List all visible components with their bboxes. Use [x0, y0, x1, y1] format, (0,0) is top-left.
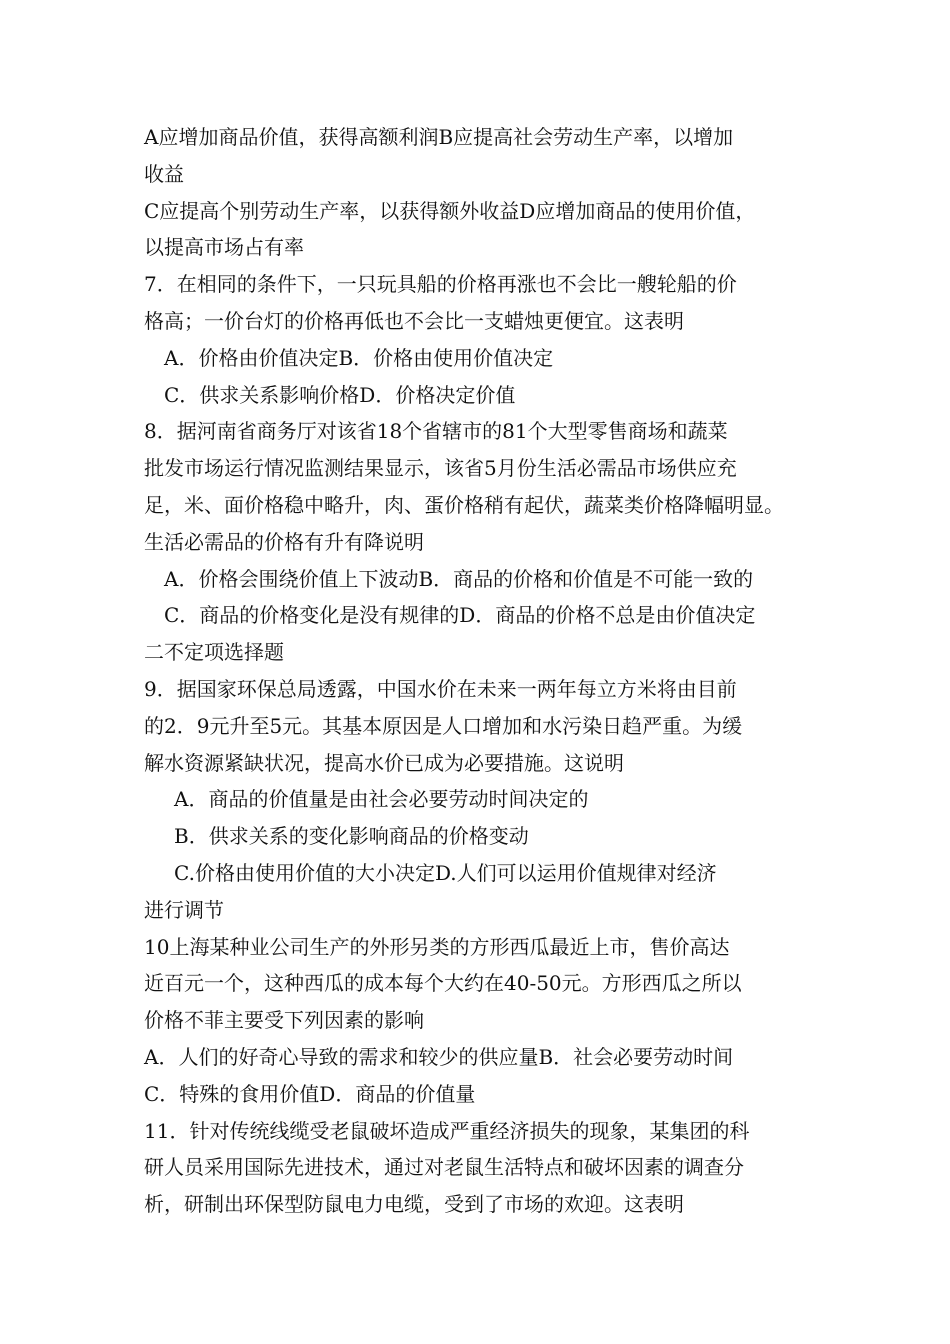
document-text: [144, 119, 824, 1223]
question-9-option-a: A．商品的价值量是由社会必要劳动时间决定的: [174, 787, 589, 812]
text-line: 格高；一价台灯的价格再低也不会比一支蜡烛更便宜。这表明: [144, 308, 684, 333]
text-line: 近百元一个，这种西瓜的成本每个大约在40-50元。方形西瓜之所以: [144, 971, 742, 996]
text-line: 解水资源紧缺状况，提高水价已成为必要措施。这说明: [144, 750, 624, 775]
text-line: 进行调节: [144, 897, 224, 922]
question-9-stem: 9．据国家环保总局透露，中国水价在未来一两年每立方米将由目前: [144, 676, 737, 701]
question-7-options-cd: C．供求关系影响价格D．价格决定价值: [164, 382, 516, 407]
question-8-stem: 8．据河南省商务厅对该省18个省辖市的81个大型零售商场和蔬菜: [144, 419, 728, 444]
text-line: 以提高市场占有率: [144, 235, 304, 260]
text-line: 收益: [144, 161, 184, 186]
text-line: 价格不菲主要受下列因素的影响: [144, 1008, 424, 1033]
text-line: 足，米、面价格稳中略升，肉、蛋价格稍有起伏，蔬菜类价格降幅明显。: [144, 492, 784, 517]
question-8-options-ab: A．价格会围绕价值上下波动B．商品的价格和价值是不可能一致的: [164, 566, 754, 591]
question-7-stem: 7．在相同的条件下，一只玩具船的价格再涨也不会比一艘轮船的价: [144, 272, 737, 297]
text-line: C应提高个别劳动生产率，以获得额外收益D应增加商品的使用价值，: [144, 198, 756, 223]
question-10-stem: 10上海某种业公司生产的外形另类的方形西瓜最近上市，售价高达: [144, 934, 730, 959]
text-line: 的2．9元升至5元。其基本原因是人口增加和水污染日趋严重。为缓: [144, 713, 743, 738]
question-10-options-ab: A．人们的好奇心导致的需求和较少的供应量B．社会必要劳动时间: [144, 1044, 734, 1069]
text-line: A应增加商品价值，获得高额利润B应提高社会劳动生产率，以增加: [144, 125, 734, 149]
text-line: 研人员采用国际先进技术，通过对老鼠生活特点和破坏因素的调查分: [144, 1155, 744, 1180]
question-11-stem: 11．针对传统线缆受老鼠破坏造成严重经济损失的现象，某集团的科: [144, 1118, 750, 1143]
question-7-options-ab: A．价格由价值决定B．价格由使用价值决定: [164, 345, 554, 370]
text-line: 析，研制出环保型防鼠电力电缆，受到了市场的欢迎。这表明: [144, 1192, 684, 1217]
question-9-option-b: B．供求关系的变化影响商品的价格变动: [174, 824, 529, 849]
question-10-options-cd: C．特殊的食用价值D．商品的价值量: [144, 1081, 476, 1106]
text-line: 批发市场运行情况监测结果显示，该省5月份生活必需品市场供应充: [144, 456, 737, 481]
question-9-options-cd: C.价格由使用价值的大小决定D.人们可以运用价值规律对经济: [174, 860, 717, 885]
text-line: 生活必需品的价格有升有降说明: [144, 529, 424, 554]
question-8-options-cd: C．商品的价格变化是没有规律的D．商品的价格不总是由价值决定: [164, 603, 756, 628]
section-heading: 二不定项选择题: [144, 640, 284, 665]
